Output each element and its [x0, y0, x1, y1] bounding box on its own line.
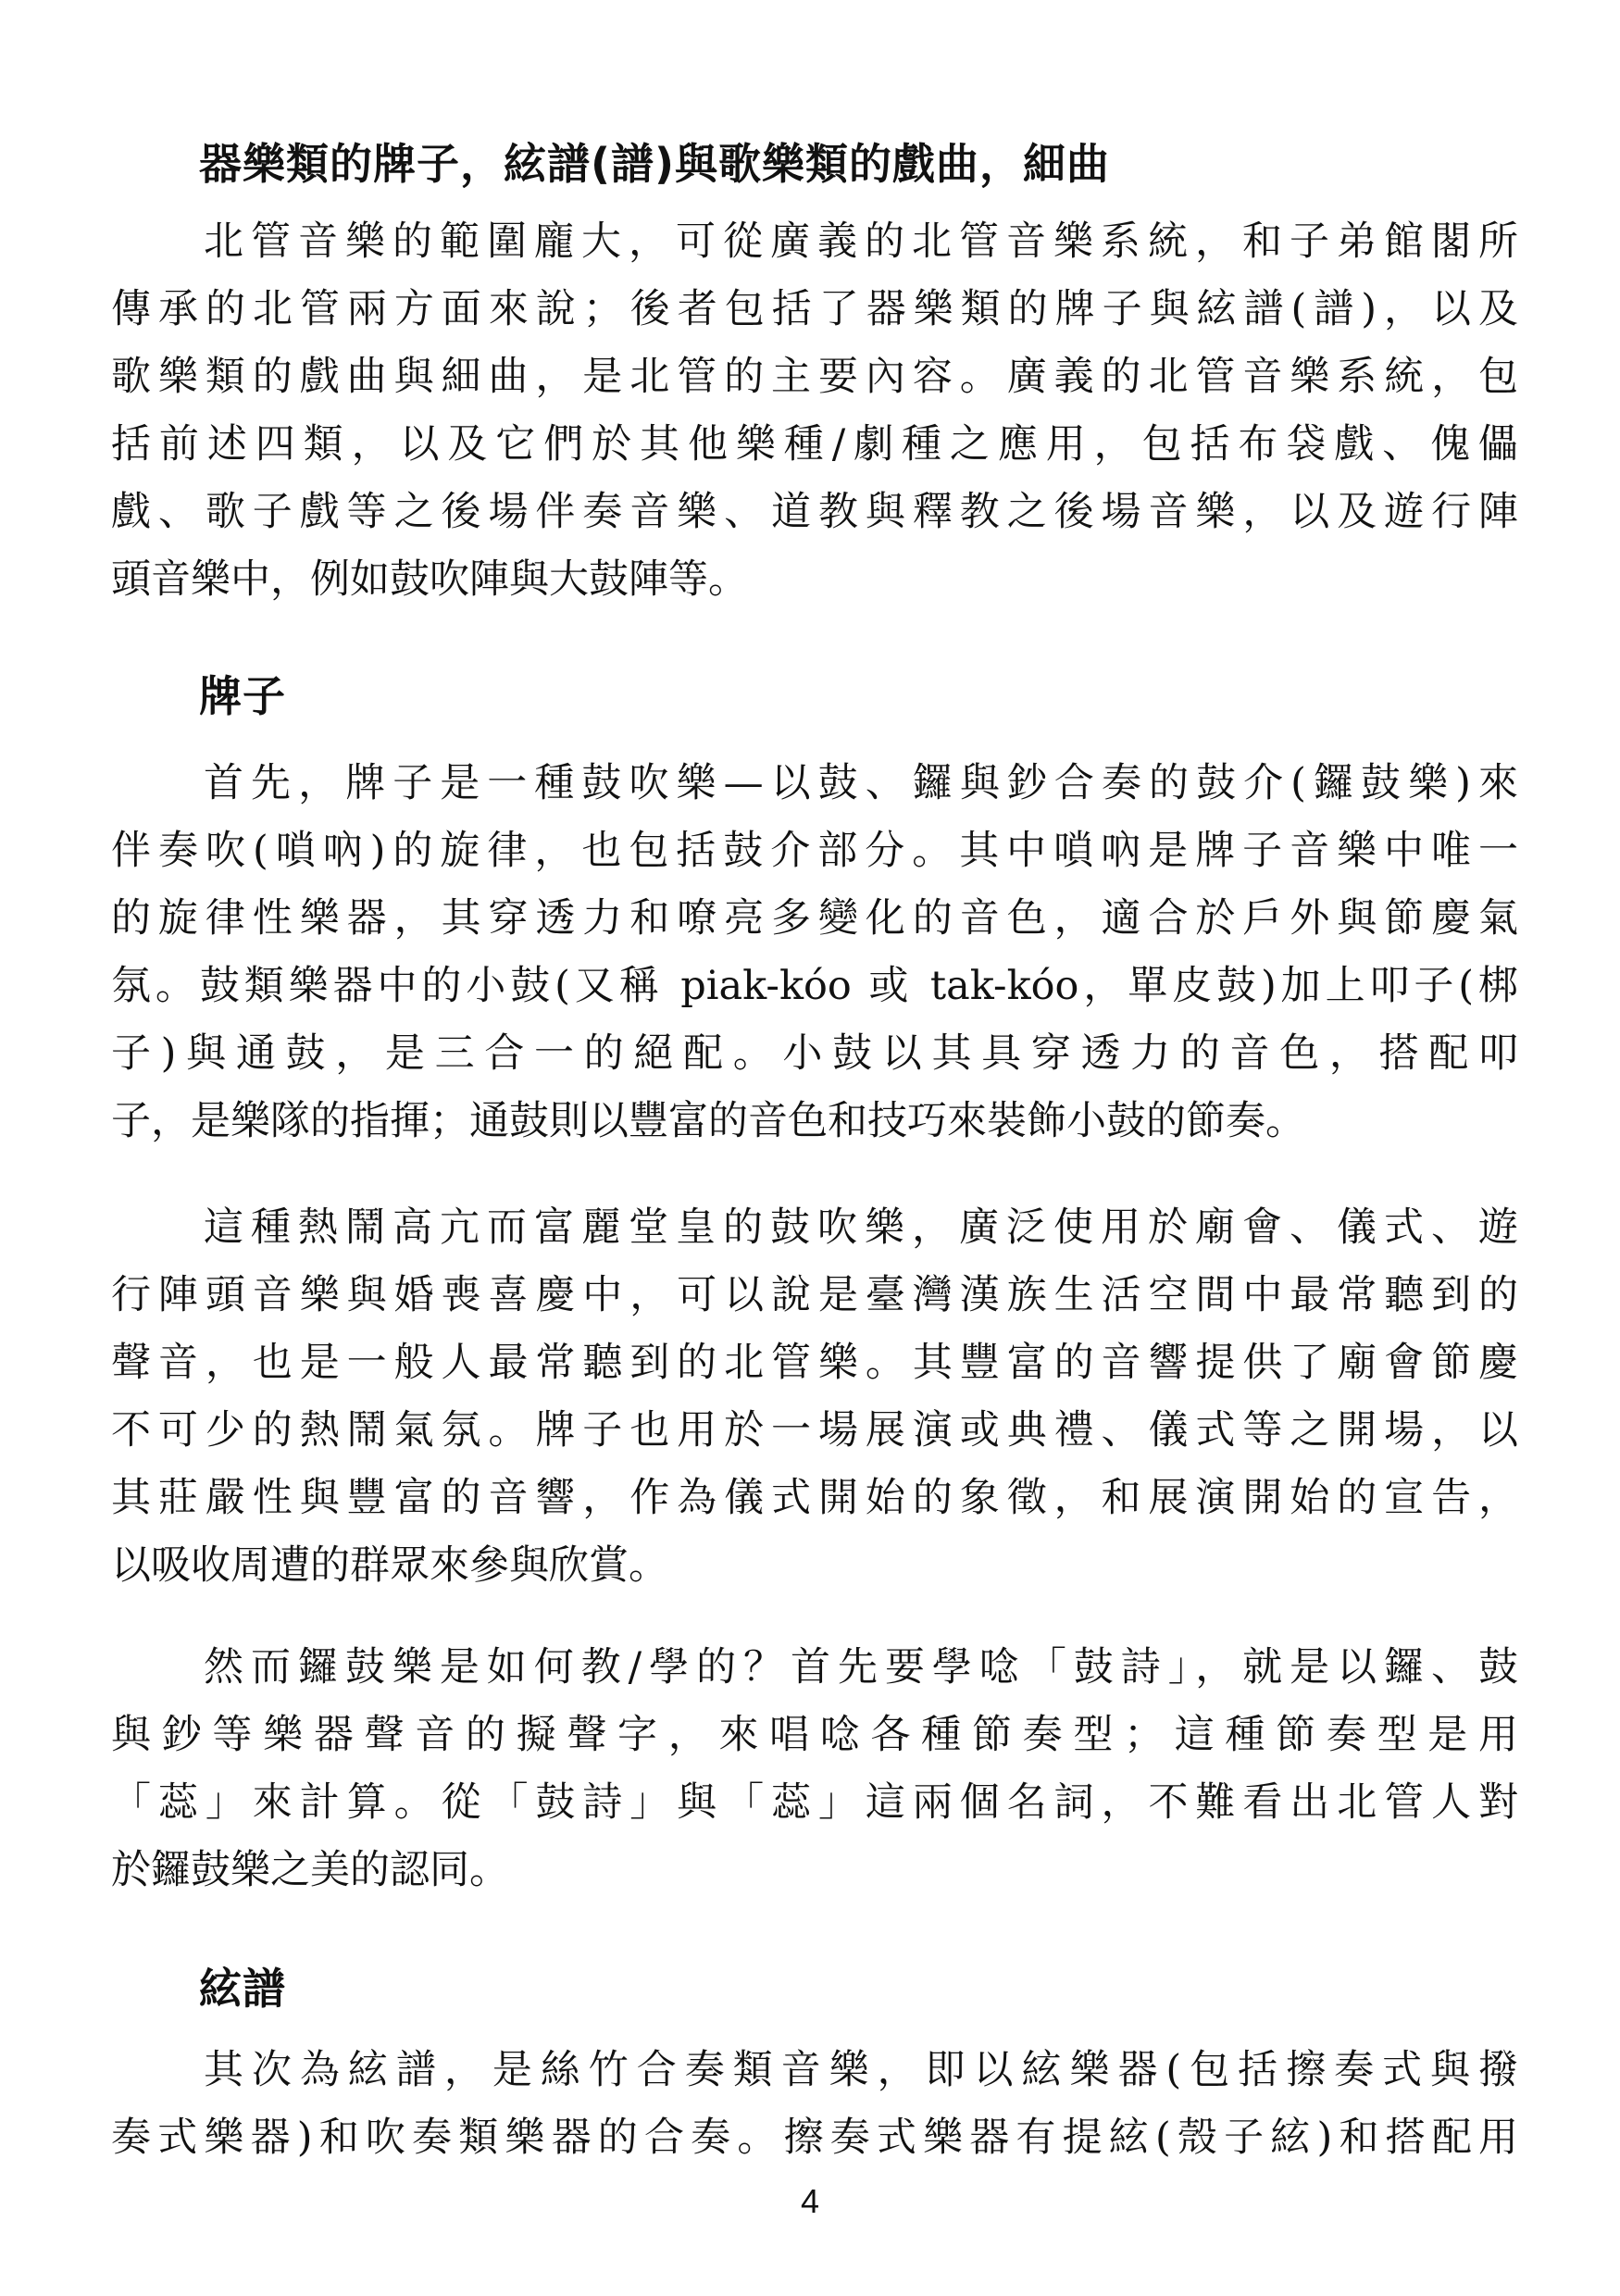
- paragraph-line: 奏式樂器)和吹奏類樂器的合奏。擦奏式樂器有提絃(殼子絃)和搭配用: [111, 2115, 1518, 2161]
- paragraph-line: 氛。鼓類樂器中的小鼓(又稱 piak-kóo 或 tak-kóo，單皮鼓)加上叩子(梆: [111, 963, 1518, 1009]
- paragraph-line: 傳承的北管兩方面來說；後者包括了器樂類的牌子與絃譜(譜)，以及: [111, 286, 1518, 332]
- paizi-paragraph-1: [111, 750, 1518, 1155]
- paragraph-line: 然而鑼鼓樂是如何教/學的？首先要學唸「鼓詩」，就是以鑼、鼓: [204, 1644, 1518, 1691]
- paragraph-line: 的旋律性樂器，其穿透力和嘹亮多變化的音色，適合於戶外與節慶氣: [111, 895, 1518, 942]
- section-heading-paizi: 牌子: [199, 671, 286, 721]
- page-title: 器樂類的牌子，絃譜(譜)與歌樂類的戲曲，細曲: [199, 139, 1111, 189]
- paragraph-line: 子，是樂隊的指揮；通鼓則以豐富的音色和技巧來裝飾小鼓的節奏。: [111, 1098, 1305, 1144]
- paragraph-line: 子)與通鼓，是三合一的絕配。小鼓以其具穿透力的音色，搭配叩: [111, 1030, 1518, 1077]
- xianpu-paragraph-1: [111, 2037, 1518, 2172]
- paizi-paragraph-2: [111, 1194, 1518, 1600]
- paragraph-line: 以吸收周遭的群眾來參與欣賞。: [111, 1542, 668, 1589]
- paragraph-line: 這種熱鬧高亢而富麗堂皇的鼓吹樂，廣泛使用於廟會、儀式、遊: [204, 1204, 1518, 1251]
- section-heading-xianpu: 絃譜: [199, 1964, 286, 2014]
- paragraph-line: 「蕊」來計算。從「鼓詩」與「蕊」這兩個名詞，不難看出北管人對: [111, 1779, 1518, 1826]
- paragraph-line: 其次為絃譜，是絲竹合奏類音樂，即以絃樂器(包括擦奏式與撥: [204, 2047, 1518, 2093]
- paragraph-line: 行陣頭音樂與婚喪喜慶中，可以說是臺灣漢族生活空間中最常聽到的: [111, 1272, 1518, 1318]
- paragraph-line: 頭音樂中，例如鼓吹陣與大鼓陣等。: [111, 556, 748, 603]
- paragraph-line: 伴奏吹(嗩吶)的旋律，也包括鼓介部分。其中嗩吶是牌子音樂中唯一: [111, 828, 1518, 874]
- paragraph-line: 不可少的熱鬧氣氛。牌子也用於一場展演或典禮、儀式等之開場，以: [111, 1407, 1518, 1454]
- paragraph-line: 歌樂類的戲曲與細曲，是北管的主要內容。廣義的北管音樂系統，包: [111, 354, 1518, 400]
- page-number: 4: [800, 2182, 820, 2220]
- paragraph-line: 戲、歌子戲等之後場伴奏音樂、道教與釋教之後場音樂，以及遊行陣: [111, 489, 1518, 535]
- paragraph-line: 其莊嚴性與豐富的音響，作為儀式開始的象徵，和展演開始的宣告，: [111, 1475, 1518, 1521]
- paragraph-line: 北管音樂的範圍龐大，可從廣義的北管音樂系統，和子弟館閣所: [204, 218, 1518, 265]
- paragraph-line: 首先，牌子是一種鼓吹樂—以鼓、鑼與鈔合奏的鼓介(鑼鼓樂)來: [204, 760, 1518, 806]
- paragraph-line: 聲音，也是一般人最常聽到的北管樂。其豐富的音響提供了廟會節慶: [111, 1340, 1518, 1386]
- paragraph-line: 括前述四類，以及它們於其他樂種/劇種之應用，包括布袋戲、傀儡: [111, 421, 1518, 468]
- paragraph-line: 與鈔等樂器聲音的擬聲字，來唱唸各種節奏型；這種節奏型是用: [111, 1712, 1518, 1758]
- paragraph-line: 於鑼鼓樂之美的認同。: [111, 1847, 509, 1893]
- intro-paragraph: [111, 208, 1518, 614]
- paizi-paragraph-3: [111, 1634, 1518, 1904]
